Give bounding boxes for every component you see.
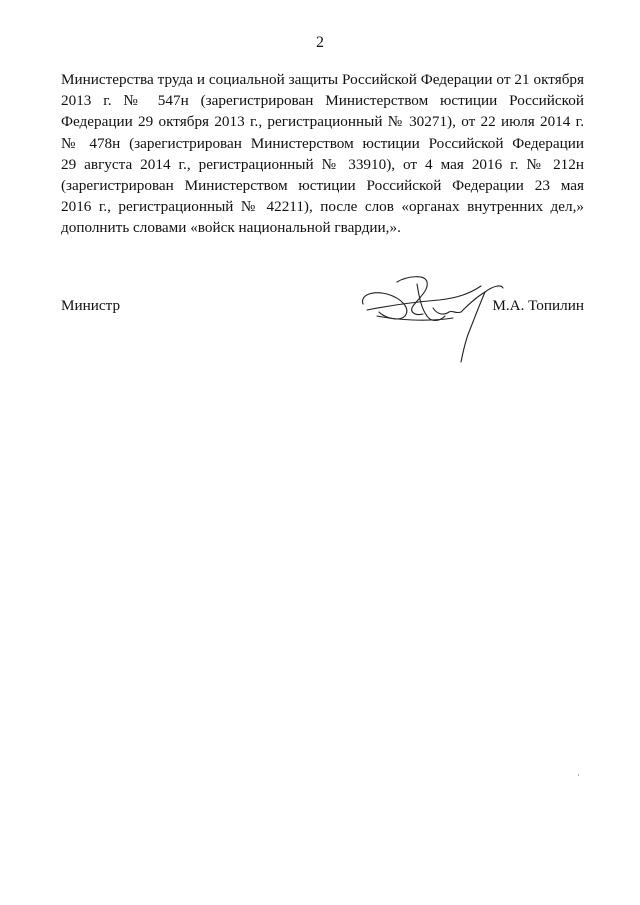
body-line: Министерства труда и социальной защиты Российской Федерации от 21 октября [61, 71, 584, 88]
body-line: Федерации 29 октября 2013 г., регистрационный № 30271), от 22 июля 2014 г. [61, 113, 584, 131]
position-title: Министр [61, 297, 121, 314]
signer-name: М.А. Топилин [492, 297, 584, 314]
page-number: 2 [316, 34, 324, 51]
scan-speck [578, 774, 579, 776]
body-line: 2016 г., регистрационный № 42211), после слов «органах внутренних дел,» [61, 198, 584, 216]
body-line: 2013 г. № 547н (зарегистрирован Министерством юстиции Российской [61, 92, 584, 110]
handwritten-signature [357, 272, 507, 364]
body-line: (зарегистрирован Министерством юстиции Российской Федерации 23 мая [61, 176, 584, 194]
body-line: дополнить словами «войск национальной гвардии,». [61, 219, 401, 237]
signature-block [61, 296, 584, 376]
body-paragraph [61, 69, 584, 239]
body-line: 29 августа 2014 г., регистрационный № 33910), от 4 мая 2016 г. № 212н [61, 155, 584, 173]
body-line: № 478н (зарегистрирован Министерством юстиции Российской Федерации [61, 134, 584, 152]
